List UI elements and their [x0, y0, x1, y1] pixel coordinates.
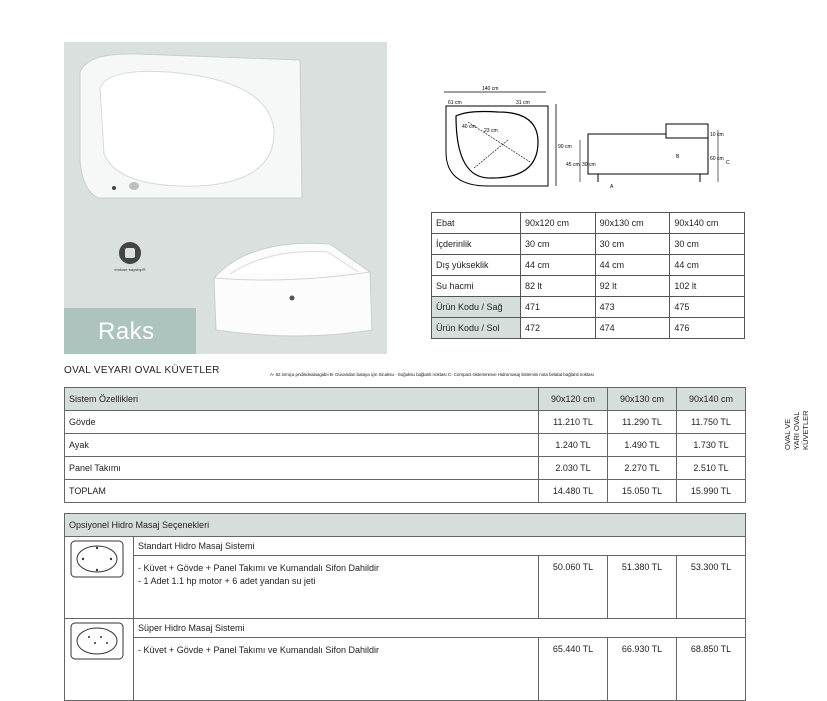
side-category-label: [783, 390, 821, 450]
price-cell: 2.510 TL: [677, 457, 746, 480]
package-price: 53.300 TL: [677, 556, 746, 619]
product-photo: [64, 42, 387, 354]
section-subtitle: OVAL VEYARI OVAL KÜVETLER: [64, 365, 220, 376]
price-label: Ayak: [65, 434, 539, 457]
spec-label: Dış yükseklik: [432, 255, 521, 276]
spec-row: [432, 318, 745, 339]
spec-header-cell: 90x130 cm: [595, 213, 670, 234]
options-header-row: [65, 514, 746, 537]
spec-label: Ürün Kodu / Sol: [432, 318, 521, 339]
package-line: - Küvet + Gövde + Panel Takımı ve Kumandalı Sifon Dahildir: [138, 645, 379, 655]
brand-label-box: [64, 308, 196, 354]
price-cell: 2.270 TL: [608, 457, 677, 480]
package-description: [134, 638, 539, 701]
logo-text: enduse·kaystop®: [114, 267, 146, 272]
spec-header-cell: 90x120 cm: [521, 213, 596, 234]
price-cell: 1.240 TL: [539, 434, 608, 457]
package-title-row: [65, 537, 746, 556]
package-image-cell: [65, 619, 134, 701]
dim-label-7: 45 cm: [566, 162, 580, 168]
price-row: [65, 434, 746, 457]
package-detail-row: [65, 556, 746, 619]
price-cell: 11.750 TL: [677, 411, 746, 434]
spec-row: [432, 297, 745, 318]
spec-header-cell: Ebat: [432, 213, 521, 234]
side-label-line: OVAL VE: [783, 418, 792, 450]
price-header-cell: 90x140 cm: [677, 388, 746, 411]
package-price: 68.850 TL: [677, 638, 746, 701]
dim-label-6: 30 cm: [582, 162, 596, 168]
spec-cell: 44 cm: [670, 255, 745, 276]
price-cell: 1.730 TL: [677, 434, 746, 457]
spec-cell: 472: [521, 318, 596, 339]
price-cell: 11.210 TL: [539, 411, 608, 434]
spec-cell: 102 lt: [670, 276, 745, 297]
package-price: 51.380 TL: [608, 556, 677, 619]
package-line: - Küvet + Gövde + Panel Takımı ve Kumandalı Sifon Dahildir: [138, 563, 379, 573]
package-title: Süper Hidro Masaj Sistemi: [134, 619, 746, 638]
bathtub-corner-view-image: [210, 238, 376, 344]
marker-a: A: [610, 184, 614, 190]
package-price: 65.440 TL: [539, 638, 608, 701]
spec-header-row: [432, 213, 745, 234]
spec-row: [432, 255, 745, 276]
price-label: Gövde: [65, 411, 539, 434]
brand-logo: [110, 242, 150, 278]
side-label-line: YARI OVAL: [792, 411, 801, 450]
spec-cell: 82 lt: [521, 276, 596, 297]
marker-c: C: [726, 160, 730, 166]
hydro-tub-icon: [69, 539, 125, 579]
side-label-line: KÜVETLER: [801, 410, 810, 450]
price-row: [65, 411, 746, 434]
marker-b: B: [676, 154, 680, 160]
brand-name: Raks: [98, 318, 155, 345]
package-detail-row: [65, 638, 746, 701]
price-label: TOPLAM: [65, 480, 539, 503]
dim-label-5: 23 cm: [484, 128, 498, 134]
spec-row: [432, 234, 745, 255]
price-cell: 1.490 TL: [608, 434, 677, 457]
price-cell: 11.290 TL: [608, 411, 677, 434]
logo-mark-icon: [119, 242, 141, 264]
spec-label: Ürün Kodu / Sağ: [432, 297, 521, 318]
diagram-notes: A- 52 inmiça pndiridealaagidei B- Duvaridan bataya için Sicaksu - Soğuksu bağlanti noktası C- Compact sistemininve Hidromasaj sistemini nota belatat bağlanti noktası: [270, 372, 594, 377]
spec-cell: 44 cm: [521, 255, 596, 276]
dim-label-2: 31 cm: [516, 100, 530, 106]
spec-row: [432, 276, 745, 297]
package-title-row: [65, 619, 746, 638]
options-header: Opsiyonel Hidro Masaj Seçenekleri: [65, 514, 746, 537]
spec-cell: 92 lt: [595, 276, 670, 297]
options-table: [64, 513, 746, 701]
spec-cell: 30 cm: [521, 234, 596, 255]
dim-label-3: 90 cm: [558, 144, 572, 150]
price-label: Panel Takımı: [65, 457, 539, 480]
spec-cell: 474: [595, 318, 670, 339]
spec-cell: 476: [670, 318, 745, 339]
spec-table: [431, 212, 745, 339]
spec-cell: 475: [670, 297, 745, 318]
package-image-cell: [65, 537, 134, 619]
technical-drawing: [438, 82, 744, 200]
spec-header-cell: 90x140 cm: [670, 213, 745, 234]
price-cell: 14.480 TL: [539, 480, 608, 503]
price-header-cell: 90x120 cm: [539, 388, 608, 411]
price-header-row: [65, 388, 746, 411]
hydro-tub-jets-icon: [69, 621, 125, 661]
price-header-cell: 90x130 cm: [608, 388, 677, 411]
bathtub-top-view-image: [78, 50, 304, 200]
dim-label-1: 61 cm: [448, 100, 462, 106]
package-title: Standart Hidro Masaj Sistemi: [134, 537, 746, 556]
price-table: [64, 387, 746, 503]
dim-top-width: 140 cm: [482, 86, 499, 92]
price-total-row: [65, 480, 746, 503]
spec-label: Su hacmi: [432, 276, 521, 297]
package-price: 66.930 TL: [608, 638, 677, 701]
price-cell: 15.050 TL: [608, 480, 677, 503]
price-header-cell: Sistem Özellikleri: [65, 388, 539, 411]
dim-label-8: 10 cm: [710, 132, 724, 138]
package-description: [134, 556, 539, 619]
price-row: [65, 457, 746, 480]
spec-cell: 471: [521, 297, 596, 318]
spec-cell: 30 cm: [670, 234, 745, 255]
spec-cell: 473: [595, 297, 670, 318]
dim-label-4: 40 cm: [462, 124, 476, 130]
price-cell: 15.990 TL: [677, 480, 746, 503]
package-line: - 1 Adet 1.1 hp motor + 6 adet yandan su jeti: [138, 576, 316, 586]
dim-label-9: 60 cm: [710, 156, 724, 162]
spec-cell: 30 cm: [595, 234, 670, 255]
spec-label: İçderinlik: [432, 234, 521, 255]
price-cell: 2.030 TL: [539, 457, 608, 480]
spec-cell: 44 cm: [595, 255, 670, 276]
package-price: 50.060 TL: [539, 556, 608, 619]
